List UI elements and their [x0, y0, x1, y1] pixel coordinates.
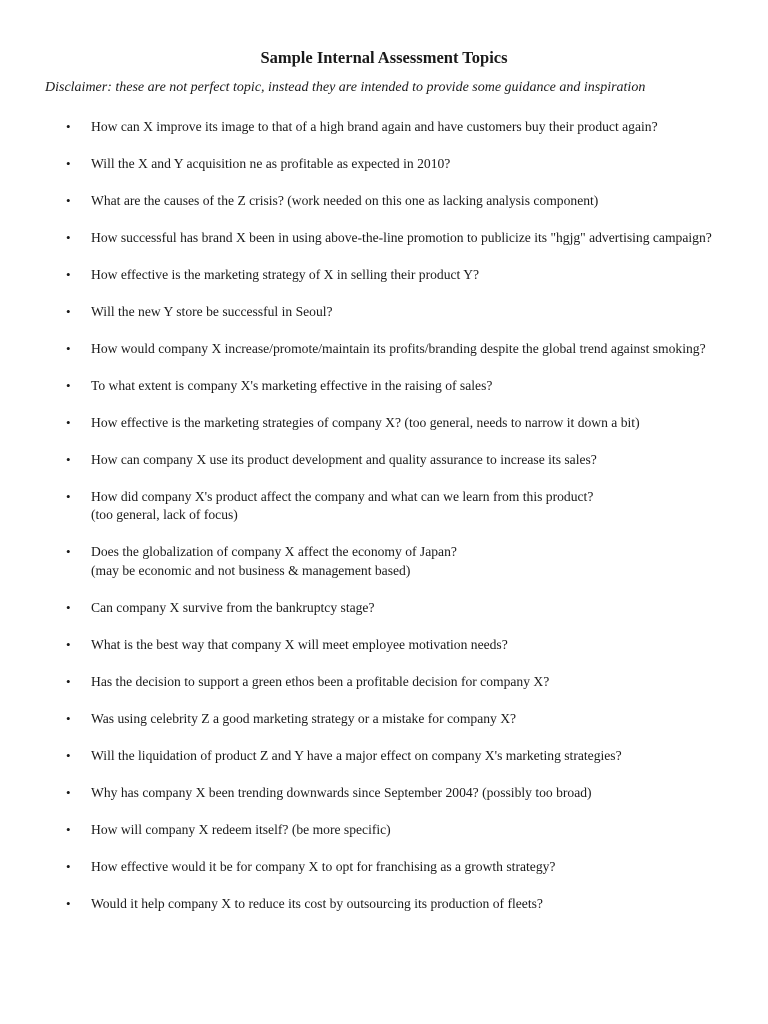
bullet-icon: • [66, 304, 71, 319]
list-item [0, 821, 768, 839]
bullet-icon: • [66, 710, 71, 726]
bullet-icon: • [66, 747, 71, 763]
bullet-icon: • [66, 858, 71, 874]
bullet-icon: • [66, 452, 71, 467]
list-item [0, 673, 768, 691]
list-item [0, 784, 768, 802]
list-item [0, 543, 768, 580]
topic-text: How effective would it be for company X to opt for franchising as a growth strategy? [91, 858, 556, 874]
bullet-icon: • [66, 267, 71, 282]
bullet-icon: • [66, 230, 71, 245]
topic-text: How effective is the marketing strategies of company X? (too general, needs to narrow it down a bit) [91, 415, 640, 430]
bullet-icon: • [66, 673, 71, 689]
bullet-icon: • [66, 895, 71, 911]
list-item [0, 488, 768, 525]
list-item [0, 229, 768, 247]
topic-text: How effective is the marketing strategy of X in selling their product Y? [91, 267, 480, 282]
topic-note: (too general, lack of focus) [91, 507, 238, 523]
topic-text: Will the X and Y acquisition ne as profitable as expected in 2010? [91, 156, 451, 171]
bullet-icon: • [66, 378, 71, 393]
topic-list [0, 118, 768, 932]
topic-text: How successful has brand X been in using above-the-line promotion to publicize its "hgjg" advertising campaign? [91, 230, 712, 245]
topic-text: How can X improve its image to that of a high brand again and have customers buy their product again? [91, 119, 658, 134]
topic-text: What are the causes of the Z crisis? (work needed on this one as lacking analysis component) [91, 193, 599, 208]
bullet-icon: • [66, 415, 71, 430]
topic-text: Can company X survive from the bankruptcy stage? [91, 599, 375, 615]
list-item [0, 266, 768, 284]
topic-text: Why has company X been trending downwards since September 2004? (possibly too broad) [91, 784, 592, 800]
topic-text: Would it help company X to reduce its cost by outsourcing its production of fleets? [91, 895, 543, 911]
disclaimer-text: Disclaimer: these are not perfect topic, instead they are intended to provide some guidance and inspiration [45, 80, 646, 95]
list-item [0, 858, 768, 876]
topic-text: Will the liquidation of product Z and Y have a major effect on company X's marketing strategies? [91, 747, 622, 763]
list-item [0, 340, 768, 358]
bullet-icon: • [66, 193, 71, 208]
bullet-icon: • [66, 784, 71, 800]
bullet-icon: • [66, 119, 71, 134]
bullet-icon: • [66, 599, 71, 615]
bullet-icon: • [66, 544, 71, 560]
list-item [0, 155, 768, 173]
document-title: Sample Internal Assessment Topics [260, 48, 508, 67]
bullet-icon: • [66, 821, 71, 837]
topic-text: How can company X use its product development and quality assurance to increase its sales? [91, 452, 597, 467]
list-item [0, 599, 768, 617]
list-item [0, 710, 768, 728]
list-item [0, 451, 768, 469]
bullet-icon: • [66, 156, 71, 171]
topic-text: Was using celebrity Z a good marketing strategy or a mistake for company X? [91, 710, 517, 726]
bullet-icon: • [66, 489, 71, 504]
list-item [0, 192, 768, 210]
topic-text: How did company X's product affect the company and what can we learn from this product? [91, 489, 594, 504]
list-item [0, 895, 768, 913]
bullet-icon: • [66, 636, 71, 652]
topic-text: How will company X redeem itself? (be more specific) [91, 821, 391, 837]
topic-text: Will the new Y store be successful in Seoul? [91, 304, 333, 319]
topic-text: Has the decision to support a green ethos been a profitable decision for company X? [91, 673, 550, 689]
topic-text: How would company X increase/promote/maintain its profits/branding despite the global trend against smoking? [91, 341, 706, 356]
list-item [0, 636, 768, 654]
topic-note: (may be economic and not business & management based) [91, 562, 411, 578]
list-item [0, 414, 768, 432]
list-item [0, 118, 768, 136]
topic-text: What is the best way that company X will meet employee motivation needs? [91, 636, 508, 652]
list-item [0, 303, 768, 321]
topic-text: Does the globalization of company X affect the economy of Japan? [91, 544, 457, 560]
topic-text: To what extent is company X's marketing effective in the raising of sales? [91, 378, 493, 393]
bullet-icon: • [66, 341, 71, 356]
list-item [0, 377, 768, 395]
list-item [0, 747, 768, 765]
